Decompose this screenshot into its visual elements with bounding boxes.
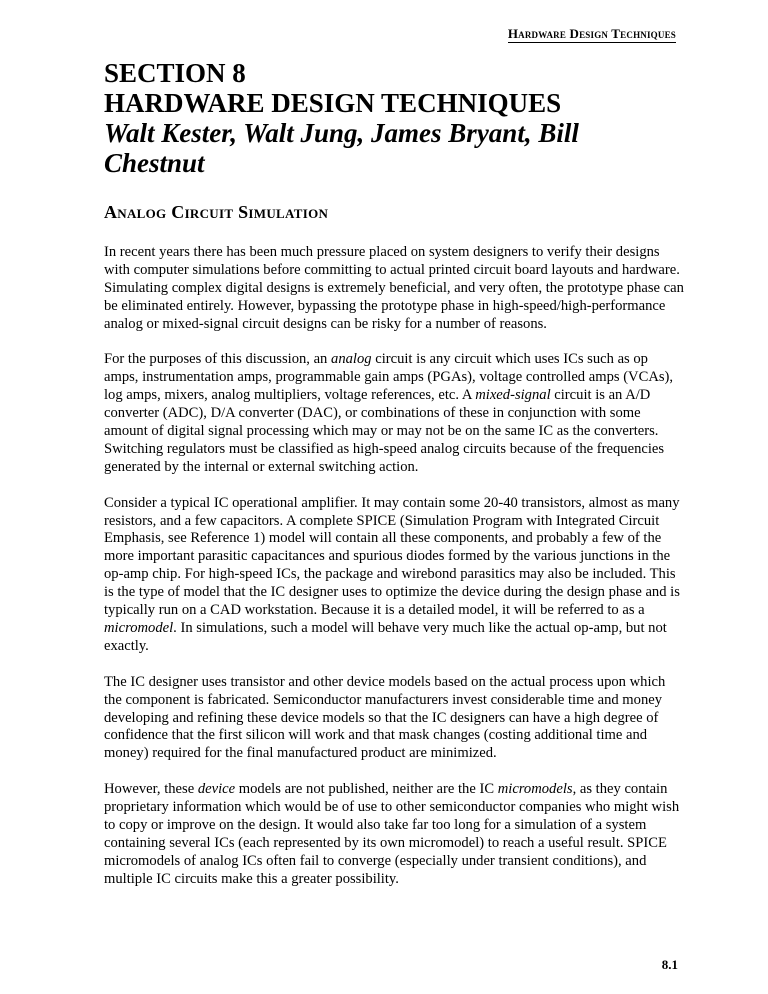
- text-run: . In simulations, such a model will behave very much like the actual op-amp, but not exactly.: [104, 620, 667, 654]
- section-title: HARDWARE DESIGN TECHNIQUES: [104, 88, 562, 118]
- text-run: In recent years there has been much pressure placed on system designers to verify their designs with computer simulations before committing to actual printed circuit board layouts and hardware. Simulating complex digital designs is extremely beneficial, and very often, the prototype phase can be eliminated entirely. However, bypassing the prototype phase in high-speed/high-performance analog or mixed-signal circuit designs can be risky for a number of reasons.: [104, 244, 684, 332]
- text-run: The IC designer uses transistor and other device models based on the actual process upon which the component is fabricated. Semiconductor manufacturers invest considerable time and money developing and refining these device models so that the IC designers can have a high degree of confidence that the first silicon will work and that mask changes (costing additional time and money) required for the final manufactured product are minimized.: [104, 673, 666, 762]
- page-number: 8.1: [661, 957, 678, 972]
- text-run: circuit is an A/D converter (ADC), D/A converter (DAC), or combinations of these in conjunction with some amount of digital signal processing which may or may not be on the same IC as the converters. Switching regulators must be classified as high-speed analog circuits because of the frequencies generated by the internal or external switching action.: [104, 387, 665, 475]
- text-run: models are not published, neither are the IC: [235, 781, 498, 798]
- paragraph: [104, 781, 684, 888]
- body-text: [104, 244, 684, 906]
- section-number: SECTION 8: [104, 58, 246, 88]
- text-run: However, these: [104, 781, 198, 798]
- emphasized-term: micromodel: [104, 620, 174, 636]
- paragraph: [104, 674, 684, 764]
- running-header: Hardware Design Techniques: [507, 26, 676, 41]
- subsection-heading: Analog Circuit Simulation: [104, 202, 329, 222]
- paragraph: [104, 495, 684, 656]
- emphasized-term: mixed-signal: [475, 387, 551, 404]
- text-run: circuit is any circuit which uses ICs such as op amps, instrumentation amps, programmable gain amps (PGAs), voltage controlled amps (VCAs), log amps, mixers, analog multipliers, voltage references, etc. A: [104, 351, 674, 404]
- paragraph: [104, 244, 684, 334]
- emphasized-term: analog: [331, 351, 372, 368]
- paragraph: [104, 351, 684, 476]
- emphasized-term: micromodels: [497, 781, 573, 798]
- text-run: , as they contain proprietary information which would be of use to other semiconductor companies who might wish to copy or improve on the design. It would also take far too long for a simulation of a system containing several ICs (each represented by its own micromodel) to reach a useful result. SPICE micromodels of analog ICs often fail to converge (especially under transient conditions), and multiple IC circuits make this a greater possibility.: [104, 781, 680, 887]
- text-run: For the purposes of this discussion, an: [104, 351, 332, 368]
- emphasized-term: device: [197, 781, 236, 798]
- section-authors: Walt Kester, Walt Jung, James Bryant, Bill Chestnut: [104, 118, 579, 178]
- section-title-block: [104, 58, 684, 178]
- text-run: Consider a typical IC operational amplifier. It may contain some 20-40 transistors, almost as many resistors, and a few capacitors. A complete SPICE (Simulation Program with Integrated Circuit Emphasis, see Reference 1) model will contain all these components, and probably a few of the more important parasitic capacitances and spurious diodes formed by the various junctions in the op-amp chip. For high-speed ICs, the package and wirebond parasitics may also be included. This is the type of model that the IC designer uses to optimize the device during the design phase and is typically run on a CAD workstation. Because it is a detailed model, it will be referred to as a: [104, 494, 680, 619]
